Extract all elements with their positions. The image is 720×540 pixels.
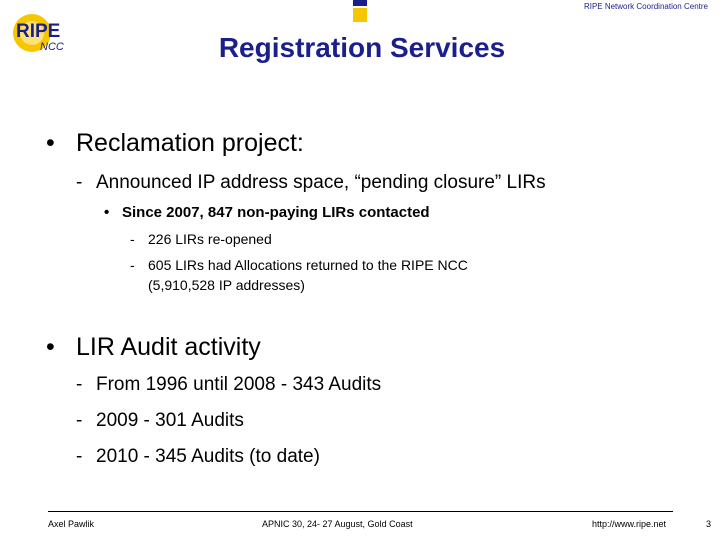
detail-ip-address-count: (5,910,528 IP addresses) xyxy=(148,277,305,293)
logo-bottom-text: NCC xyxy=(40,41,64,53)
organization-name: RIPE Network Coordination Centre xyxy=(583,2,708,11)
dash-marker: - xyxy=(76,446,83,467)
slide-title: Registration Services xyxy=(218,32,506,63)
dash-marker: - xyxy=(76,374,83,395)
dash-marker: - xyxy=(130,231,135,247)
logo-top-text: RIPE xyxy=(16,21,61,42)
bullet-marker: • xyxy=(46,129,55,157)
dash-marker: - xyxy=(76,172,83,193)
footer-divider xyxy=(48,511,673,512)
bullet-lir-audit-activity: LIR Audit activity xyxy=(76,333,261,361)
audit-item-1996-2008: From 1996 until 2008 - 343 Audits xyxy=(96,374,382,395)
sub-item-announced-space: Announced IP address space, “pending closure” LIRs xyxy=(96,172,546,193)
audit-item-2009: 2009 - 301 Audits xyxy=(96,410,244,431)
audit-item-2010: 2010 - 345 Audits (to date) xyxy=(96,446,320,467)
footer-event: APNIC 30, 24- 27 August, Gold Coast xyxy=(262,519,413,529)
decor-yellow-square xyxy=(353,8,367,22)
dash-marker: - xyxy=(130,257,135,273)
bullet-reclamation-project: Reclamation project: xyxy=(76,129,304,157)
footer-author: Axel Pawlik xyxy=(48,519,95,529)
detail-allocations-returned: 605 LIRs had Allocations returned to the RIPE NCC xyxy=(148,257,468,273)
dash-marker: - xyxy=(76,410,83,431)
footer-page-number: 3 xyxy=(706,519,712,529)
bullet-marker: • xyxy=(104,204,110,221)
bullet-marker: • xyxy=(46,333,55,361)
decor-blue-square xyxy=(353,0,367,6)
sub-sub-item-non-paying-lirs: Since 2007, 847 non-paying LIRs contacted xyxy=(122,204,430,221)
footer-url[interactable]: http://www.ripe.net xyxy=(592,519,667,529)
detail-lirs-reopened: 226 LIRs re-opened xyxy=(148,231,272,247)
